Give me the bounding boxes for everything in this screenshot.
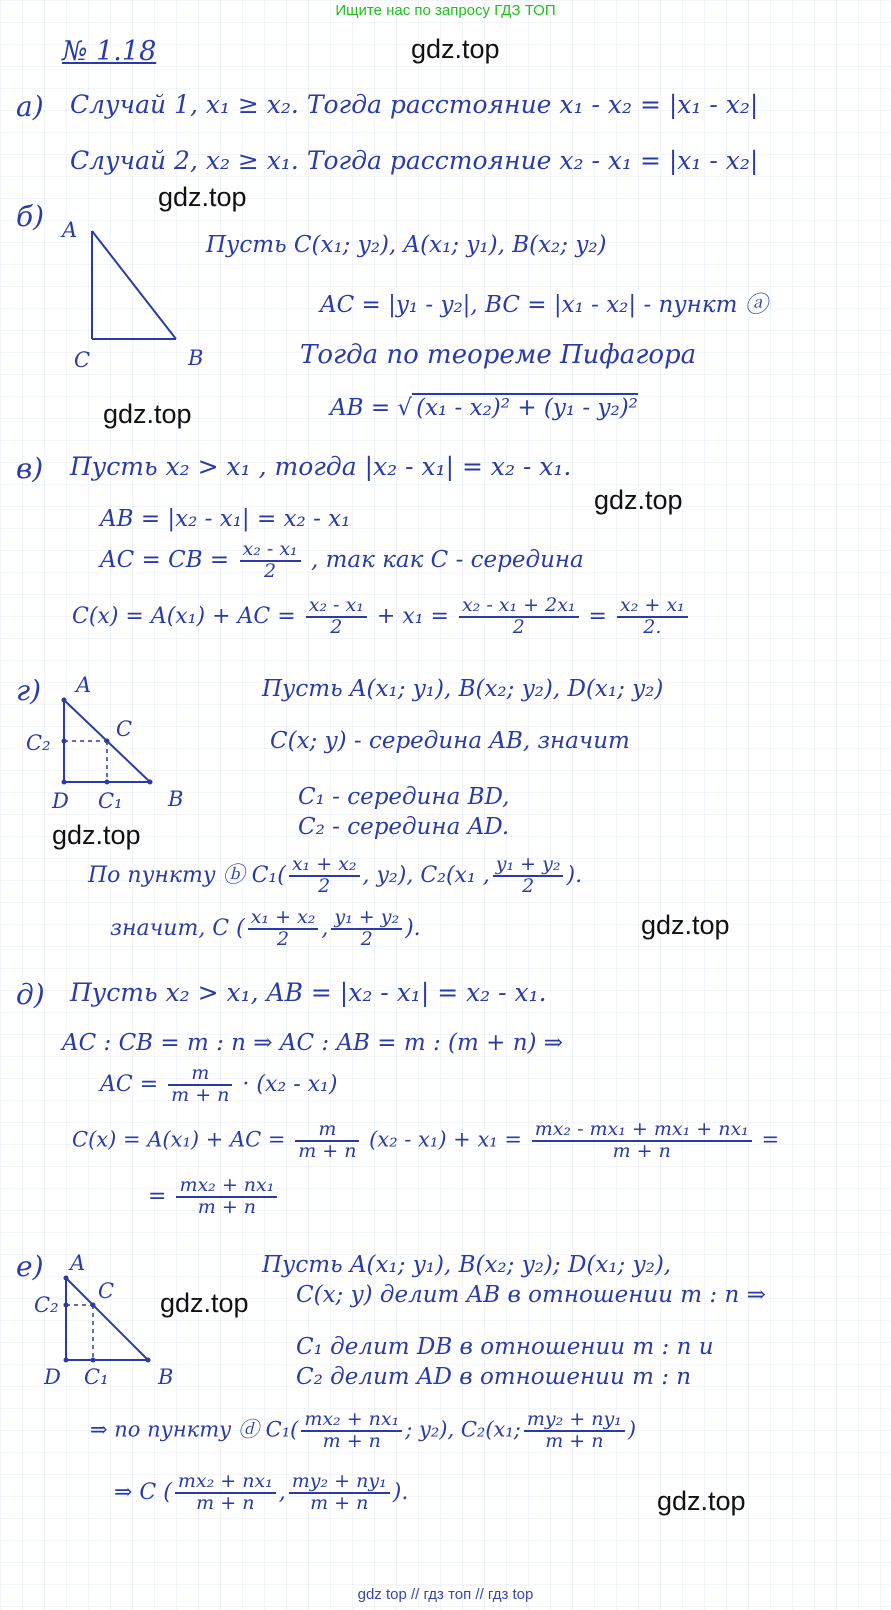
fraction-denominator: m + n [612, 1139, 671, 1162]
part-b-line-4 [330, 395, 638, 421]
top-banner[interactable]: Ищите нас по запросу ГДЗ ТОП [335, 2, 556, 19]
fraction-denominator: 2 [277, 927, 290, 950]
point-a [64, 1276, 69, 1281]
part-d-line-1: Пусть x₂ > x₁, AB = |x₂ - x₁| = x₂ - x₁. [70, 978, 547, 1007]
point-d [62, 780, 67, 785]
part-e-line-6-lhs: ⇒ C ( [114, 1479, 172, 1505]
fraction-denominator: m + n [310, 1491, 369, 1514]
point-c2-label: C₂ [26, 731, 51, 755]
fraction [295, 1120, 359, 1162]
fraction [175, 1472, 276, 1514]
part-e-line-6 [114, 1472, 408, 1514]
point-c1-label: C₁ [84, 1365, 109, 1389]
part-g-line-1: Пусть A(x₁; y₁), B(x₂; y₂), D(x₁; y₂) [262, 676, 664, 702]
part-e-line-2: C(x; y) делит AB в отношении m : n ⇒ [296, 1282, 766, 1308]
part-b-label: б) [16, 200, 45, 233]
part-g-line-4: C₂ - середина AD. [298, 814, 510, 840]
part-b-line-1: Пусть C(x₁; y₂), A(x₁; y₁), B(x₂; y₂) [206, 232, 607, 258]
fraction-denominator: 2 [522, 874, 535, 897]
fraction-numerator: m [168, 1064, 232, 1086]
triangle-side-ab [92, 231, 176, 339]
part-v-line-1: Пусть x₂ > x₁ , тогда |x₂ - x₁| = x₂ - x₁. [70, 452, 572, 481]
fraction-denominator: m + n [197, 1195, 257, 1218]
part-d-line-5 [148, 1176, 280, 1218]
part-d-line-5-lhs: = [148, 1183, 167, 1209]
vertex-b-label: B [188, 346, 204, 370]
watermark: gdz.top [657, 1486, 746, 1516]
part-d-line-4 [72, 1120, 779, 1162]
part-e-line-1: Пусть A(x₁; y₁), B(x₂; y₂); D(x₁; y₂), [262, 1252, 672, 1278]
fraction-numerator: mx₂ + nx₁ [176, 1176, 277, 1198]
fraction-numerator: x₂ - x₁ + 2x₁ [459, 596, 579, 618]
fraction [289, 855, 360, 897]
part-a-line-1: Случай 1, x₁ ≥ x₂. Тогда расстояние x₁ - x₂ = |x₁ - x₂| [70, 90, 759, 119]
part-g-line-3: C₁ - середина BD, [298, 784, 510, 810]
part-e-line-3: C₁ делит DB в отношении m : n и [296, 1334, 714, 1360]
fraction-denominator: 2 [360, 927, 373, 950]
watermark: gdz.top [158, 182, 247, 212]
point-a [62, 698, 67, 703]
fraction-numerator: my₂ + ny₁ [289, 1472, 390, 1494]
fraction-numerator: x₂ + x₁ [617, 596, 688, 618]
vertex-c-label: C [74, 348, 91, 372]
part-g-line-5 [88, 855, 582, 897]
part-v-line-3-lhs: AC = CB = [100, 546, 230, 573]
part-g-triangle-figure [22, 670, 222, 815]
part-a-line-2: Случай 2, x₂ ≥ x₁. Тогда расстояние x₂ - x₁ = |x₁ - x₂| [70, 146, 759, 175]
fraction-numerator: m [295, 1120, 359, 1142]
vertex-a-label: A [62, 218, 78, 242]
fraction-denominator: m + n [322, 1429, 381, 1452]
part-v-line-4 [72, 596, 691, 638]
fraction [524, 1410, 625, 1452]
fraction [240, 540, 301, 582]
part-b-line-4-radicand: (x₁ - x₂)² + (y₁ - y₂)² [412, 393, 638, 421]
part-v-line-4-mid: + x₁ = [376, 603, 449, 629]
part-e-line-5-end: ) [627, 1417, 637, 1442]
part-e-line-5-mid: ; y₂), C₂(x₁; [405, 1417, 521, 1442]
part-d-line-4-lhs: C(x) = A(x₁) + AC = [72, 1127, 286, 1152]
fraction [493, 855, 564, 897]
part-e-line-5-lhs: ⇒ по пункту ⓓ C₁( [90, 1417, 299, 1442]
part-v-line-4-eq: = [588, 603, 607, 629]
part-e-label: е) [16, 1250, 44, 1283]
fraction-denominator: m + n [171, 1083, 230, 1106]
point-c1 [105, 780, 110, 785]
part-d-line-4-end: = [761, 1127, 780, 1152]
fraction-numerator: y₁ + y₂ [331, 908, 402, 930]
part-d-line-3-rhs: · (x₂ - x₁) [242, 1071, 338, 1097]
part-b-line-4-lhs: AB = √ [330, 395, 413, 421]
fraction-numerator: x₂ - x₁ [306, 596, 367, 618]
fraction [331, 908, 402, 950]
part-v-label: в) [16, 452, 44, 485]
fraction [459, 596, 579, 638]
part-g-line-6-mid: , [321, 915, 329, 941]
fraction-numerator: x₁ + x₂ [289, 855, 360, 877]
fraction [301, 1410, 402, 1452]
point-c1 [91, 1358, 96, 1363]
fraction [289, 1472, 390, 1514]
fraction [617, 596, 688, 638]
fraction [248, 908, 319, 950]
vertex-b-label: B [168, 787, 184, 811]
vertex-a-label: A [70, 1251, 86, 1275]
vertex-d-label: D [52, 789, 69, 813]
vertex-d-label: D [44, 1365, 61, 1389]
part-a-label: а) [16, 90, 44, 123]
watermark: gdz.top [594, 485, 683, 515]
fraction-denominator: m + n [298, 1139, 357, 1162]
point-b [146, 1358, 151, 1363]
fraction-numerator: my₂ + ny₁ [524, 1410, 625, 1432]
fraction-denominator: 2 [512, 615, 525, 638]
watermark: gdz.top [160, 1288, 249, 1318]
part-e-triangle-figure [30, 1250, 210, 1395]
point-c2 [62, 739, 67, 744]
part-v-line-3-rhs: , так как C - середина [310, 546, 584, 573]
fraction [306, 596, 367, 638]
point-c-label: C [116, 717, 133, 741]
point-b [148, 780, 153, 785]
part-v-line-2: AB = |x₂ - x₁| = x₂ - x₁ [100, 506, 351, 532]
part-g-line-6-lhs: значит, C ( [110, 915, 245, 941]
part-e-line-4: C₂ делит AD в отношении m : n [296, 1364, 692, 1390]
part-d-line-2: AC : CB = m : n ⇒ AC : AB = m : (m + n) ⇒ [62, 1030, 564, 1056]
fraction [532, 1120, 752, 1162]
part-g-line-5-mid: , y₂), C₂(x₁ , [362, 862, 490, 888]
fraction-denominator: 2 [330, 615, 343, 638]
fraction-denominator: 2 [318, 874, 331, 897]
part-g-line-6 [110, 908, 421, 950]
footer-links[interactable]: gdz top // гдз топ // гдз top [357, 1586, 534, 1603]
part-v-line-4-lhs: C(x) = A(x₁) + AC = [72, 603, 296, 629]
vertex-b-label: B [158, 1365, 174, 1389]
watermark: gdz.top [641, 910, 730, 940]
part-g-line-6-end: ). [405, 915, 421, 941]
part-g-label: г) [16, 674, 42, 707]
fraction-numerator: y₁ + y₂ [493, 855, 564, 877]
part-b-triangle-figure [60, 215, 220, 375]
fraction-denominator: 2. [643, 615, 662, 638]
fraction-numerator: x₂ - x₁ [240, 540, 301, 562]
fraction-numerator: mx₂ + nx₁ [175, 1472, 276, 1494]
fraction [176, 1176, 277, 1218]
part-e-line-6-end: ). [392, 1479, 409, 1505]
fraction-denominator: m + n [545, 1429, 604, 1452]
point-c [105, 739, 110, 744]
watermark: gdz.top [411, 34, 500, 64]
part-d-line-3 [100, 1064, 337, 1106]
point-c1-label: C₁ [98, 789, 123, 813]
part-g-line-5-end: ). [566, 862, 583, 888]
fraction-numerator: mx₂ + nx₁ [301, 1410, 402, 1432]
fraction [168, 1064, 232, 1106]
part-d-label: д) [16, 978, 45, 1011]
fraction-numerator: mx₂ - mx₁ + mx₁ + nx₁ [532, 1120, 752, 1142]
part-b-line-2: AC = |y₁ - y₂|, BC = |x₁ - x₂| - пункт ⓐ [320, 292, 768, 318]
part-e-line-6-mid: , [278, 1479, 286, 1505]
fraction-numerator: x₁ + x₂ [248, 908, 319, 930]
part-d-line-3-lhs: AC = [100, 1071, 159, 1097]
fraction-denominator: 2 [264, 559, 277, 582]
part-g-line-2: C(x; y) - середина AB, значит [270, 728, 630, 754]
part-v-line-3 [100, 540, 584, 582]
point-d [64, 1358, 69, 1363]
fraction-denominator: m + n [196, 1491, 255, 1514]
part-b-line-3: Тогда по теореме Пифагора [300, 340, 697, 370]
point-c2 [64, 1303, 69, 1308]
point-c-label: C [98, 1279, 115, 1303]
point-c2-label: C₂ [34, 1293, 59, 1317]
point-c [91, 1303, 96, 1308]
part-e-line-5 [90, 1410, 636, 1452]
part-g-line-5-lhs: По пункту ⓑ C₁( [88, 862, 286, 888]
watermark: gdz.top [52, 820, 141, 850]
vertex-a-label: A [76, 673, 92, 697]
part-d-line-4-mid: (x₂ - x₁) + x₁ = [369, 1127, 522, 1152]
problem-title: № 1.18 [62, 36, 157, 67]
watermark: gdz.top [103, 399, 192, 429]
